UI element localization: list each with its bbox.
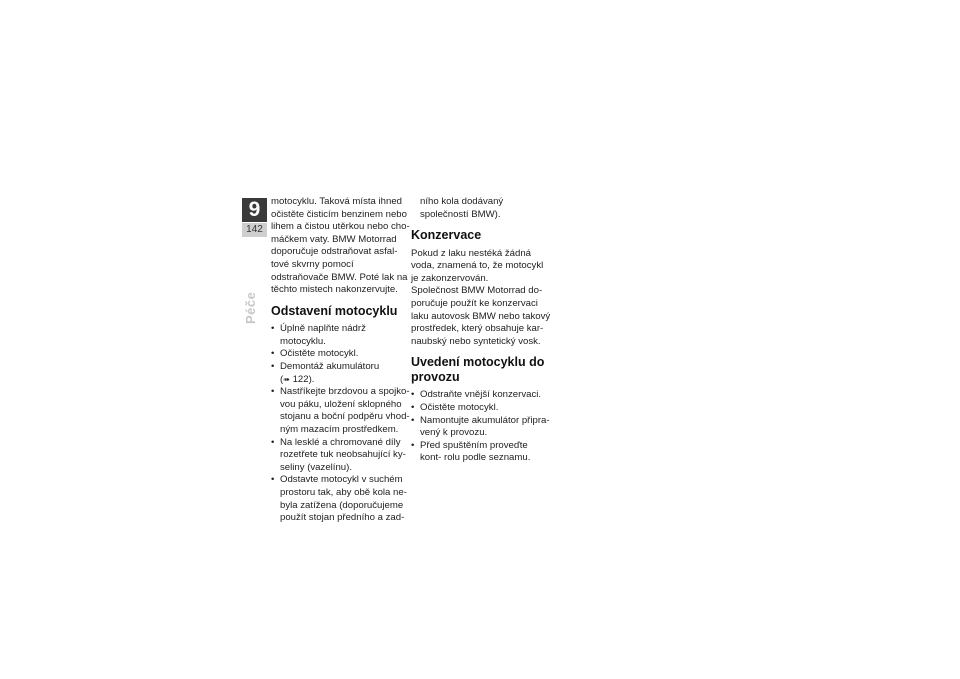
chapter-side-label: Péče — [243, 291, 258, 324]
return-steps-list — [411, 389, 551, 465]
section-heading-preservation: Konzervace — [411, 228, 482, 243]
preservation-paragraph: Společnost BMW Motorrad do- poručuje použít ke konzervaci laku autovosk BMW nebo takový prostředek, který obsahuje kar- naubský nebo syntetický vosk. — [411, 285, 551, 347]
text-column-right — [411, 196, 551, 465]
list-item: • Úplně naplňte nádrž motocyklu. — [271, 323, 411, 348]
list-item: • Očistěte motocykl. — [411, 402, 551, 415]
list-item: • Demontáž akumulátoru (➠ 122). — [271, 361, 411, 386]
section-heading-return-to-service: Uvedení motocyklu do provozu — [411, 355, 545, 384]
continuation-text: ního kola dodávaný společností BMW). — [420, 196, 504, 220]
list-item: • Před spuštěním proveďte kont- rolu podle seznamu. — [411, 440, 551, 465]
list-item: • Odstavte motocykl v suchém prostoru tak, aby obě kola ne- byla zatížena (doporučujeme použít stojan předního a zad- — [271, 474, 411, 524]
list-item-text: Demontáž akumulátoru — [280, 361, 380, 373]
text-column-left — [271, 196, 411, 525]
list-item: • Namontujte akumulátor připra- vený k provozu. — [411, 415, 551, 440]
section-heading-storage: Odstavení motocyklu — [271, 303, 398, 318]
chapter-number: 9 — [242, 198, 267, 222]
intro-paragraph: motocyklu. Taková místa ihned očistěte čisticím benzinem nebo lihem a čistou utěrkou nebo cho- máčkem vaty. BMW Motorrad doporučuje odstraňovat asfal- tové skvrny pomocí odstraňovače BMW. Poté lak na těchto mistech nakonzervujte. — [271, 196, 410, 296]
list-item: • Na lesklé a chromované díly rozetřete tuk neobsahující ky- seliny (vazelínu). — [271, 437, 411, 475]
page-reference-arrow-icon: ➠ — [283, 374, 290, 384]
list-item: • Očistěte motocykl. — [271, 348, 411, 361]
page-reference: 122). — [289, 373, 315, 385]
list-item: • Odstraňte vnější konzervaci. — [411, 389, 551, 402]
list-item: • Nastříkejte brzdovou a spojko- vou páku, uložení sklopného stojanu a boční podpěru vhod- ným mazacím prostředkem. — [271, 386, 411, 436]
preservation-paragraph: Pokud z laku nestéká žádná voda, znamená to, že motocykl je zakonzervován. — [411, 247, 544, 284]
storage-steps-list — [271, 323, 411, 525]
page-number: 142 — [242, 223, 267, 237]
